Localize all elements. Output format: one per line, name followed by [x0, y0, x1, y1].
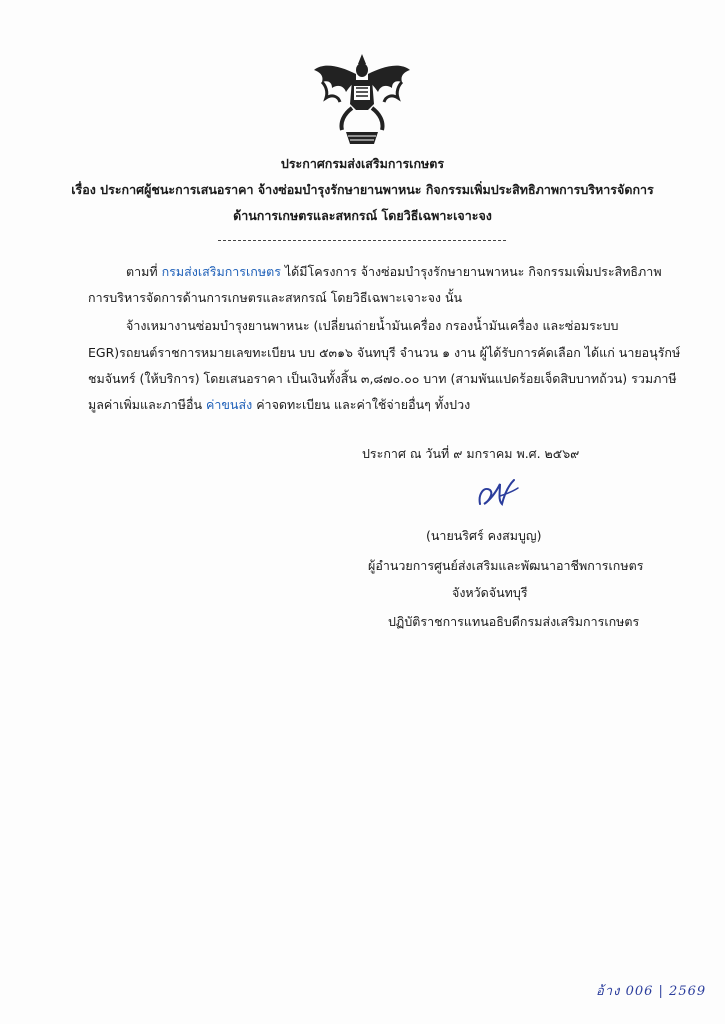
handwritten-reference-note: อ้าง 006 | 2569: [596, 984, 707, 999]
signatory-name: (นายนริศร์ คงสมบูญ): [426, 528, 542, 543]
paragraph-1-suffix: ได้มีโครงการ จ้างซ่อมบำรุงรักษายานพาหนะ กิจกรรมเพิ่มประสิทธิภาพ: [280, 264, 662, 279]
paragraph-2-line-3: ชมจันทร์ (ให้บริการ) โดยเสนอราคา เป็นเงินทั้งสิ้น ๓,๘๗๐.๐๐ บาท (สามพันแปดร้อยเจ็ดสิบบาทถ้วน) รวมภาษี: [88, 371, 677, 386]
signatory-position-line-3: ปฏิบัติราชการแทนอธิบดีกรมส่งเสริมการเกษตร: [388, 614, 640, 629]
subject-line-1: เรื่อง ประกาศผู้ชนะการเสนอราคา จ้างซ่อมบำรุงรักษายานพาหนะ กิจกรรมเพิ่มประสิทธิภาพการบริหารจัดการ: [71, 182, 654, 197]
signatory-position-line-2: จังหวัดจันทบุรี: [452, 585, 528, 600]
signatory-position-line-1: ผู้อำนวยการศูนย์ส่งเสริมและพัฒนาอาชีพการเกษตร: [368, 558, 644, 573]
paragraph-1-line-2: การบริหารจัดการด้านการเกษตรและสหกรณ์ โดยวิธีเฉพาะเจาะจง นั้น: [88, 290, 463, 305]
garuda-emblem-icon: [310, 52, 414, 150]
paragraph-2-line-2: EGR)รถยนต์ราชการหมายเลขทะเบียน บบ ๕๓๑๖ จันทบุรี จำนวน ๑ งาน ผู้ได้รับการคัดเลือก ได้แก่ นายอนุรักษ์: [88, 345, 681, 360]
paragraph-1-prefix: ตามที่: [126, 264, 162, 279]
divider-line: [218, 240, 506, 241]
agency-highlight: กรมส่งเสริมการเกษตร: [161, 264, 281, 279]
paragraph-2-line-4-prefix: มูลค่าเพิ่มและภาษีอื่น: [88, 397, 206, 412]
paragraph-2-line-1: จ้างเหมางานซ่อมบำรุงยานพาหนะ (เปลี่ยนถ่ายน้ำมันเครื่อง กรองน้ำมันเครื่อง และซ่อมระบบ: [126, 318, 619, 333]
paragraph-2-line-4-suffix: ค่าจดทะเบียน และค่าใช้จ่ายอื่นๆ ทั้งปวง: [252, 397, 471, 412]
paragraph-1-line-1: [126, 264, 662, 280]
paragraph-2-line-4: [88, 397, 470, 413]
agency-title: ประกาศกรมส่งเสริมการเกษตร: [280, 156, 445, 171]
announcement-date: ประกาศ ณ วันที่ ๙ มกราคม พ.ศ. ๒๕๖๙: [362, 446, 580, 461]
shipping-highlight: ค่าขนส่ง: [206, 397, 253, 412]
subject-line-2: ด้านการเกษตรและสหกรณ์ โดยวิธีเฉพาะเจาะจง: [233, 208, 492, 223]
handwritten-signature-icon: [474, 476, 520, 510]
